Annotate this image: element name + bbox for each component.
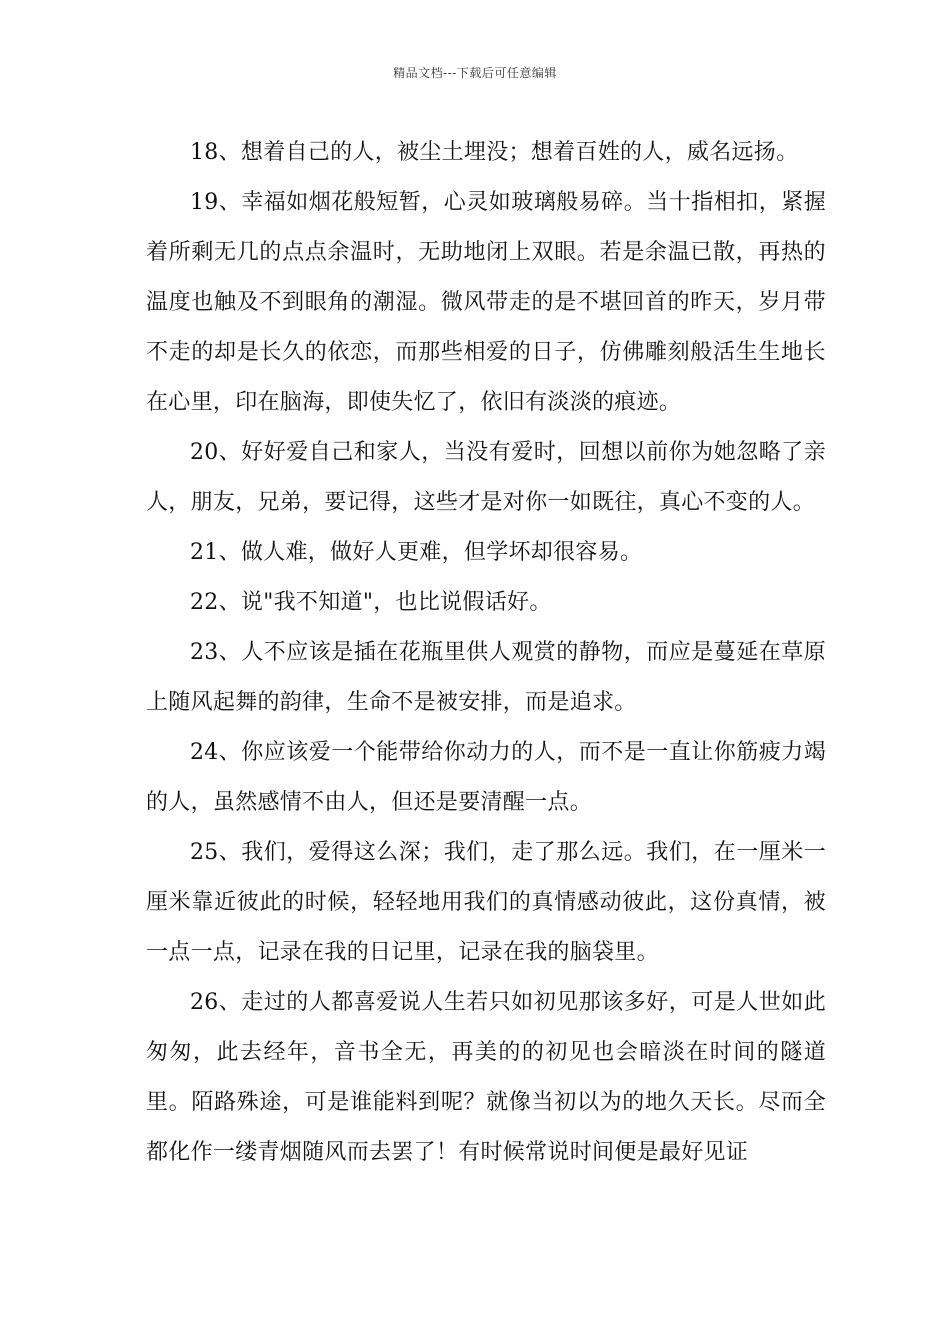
paragraph-21: 21、做人难，做好人更难，但学坏却很容易。 bbox=[190, 540, 643, 565]
paragraph-25: 25、我们，爱得这么深；我们，走了那么远。我们，在一厘米一厘米靠近彼此的时候，轻轻地用我们的真情感动彼此，这份真情，被一点一点，记录在我的日记里，记录在我的脑袋里。 bbox=[146, 840, 826, 965]
paragraph-24: 24、你应该爱一个能带给你动力的人，而不是一直让你筋疲力竭的人，虽然感情不由人，但还是要清醒一点。 bbox=[146, 740, 826, 815]
paragraph-23: 23、人不应该是插在花瓶里供人观赏的静物，而应是蔓延在草原上随风起舞的韵律，生命不是被安排，而是追求。 bbox=[146, 640, 826, 715]
paragraph-19: 19、幸福如烟花般短暂，心灵如玻璃般易碎。当十指相扣，紧握着所剩无几的点点余温时，无助地闭上双眼。若是余温已散，再热的温度也触及不到眼角的潮湿。微风带走的是不堪回首的昨天，岁月带不走的却是长久的依恋，而那些相爱的日子，仿佛雕刻般活生生地长在心里，印在脑海，即使失忆了，依旧有淡淡的痕迹。 bbox=[146, 190, 826, 415]
paragraph-20: 20、好好爱自己和家人，当没有爱时，回想以前你为她忽略了亲人，朋友，兄弟，要记得，这些才是对你一如既往，真心不变的人。 bbox=[146, 440, 826, 515]
paragraph-26: 26、走过的人都喜爱说人生若只如初见那该多好，可是人世如此匆匆，此去经年，音书全无，再美的的初见也会暗淡在时间的隧道里。陌路殊途，可是谁能料到呢？就像当初以为的地久天长。尽而全都化作一缕青烟随风而去罢了！有时候常说时间便是最好见证 bbox=[146, 990, 826, 1165]
page-header: 精品文档---下载后可任意编辑 bbox=[393, 66, 557, 80]
paragraph-18: 18、想着自己的人，被尘土埋没；想着百姓的人，威名远扬。 bbox=[190, 140, 799, 165]
paragraph-22: 22、说"我不知道"，也比说假话好。 bbox=[190, 590, 552, 615]
document-body bbox=[146, 128, 826, 1178]
